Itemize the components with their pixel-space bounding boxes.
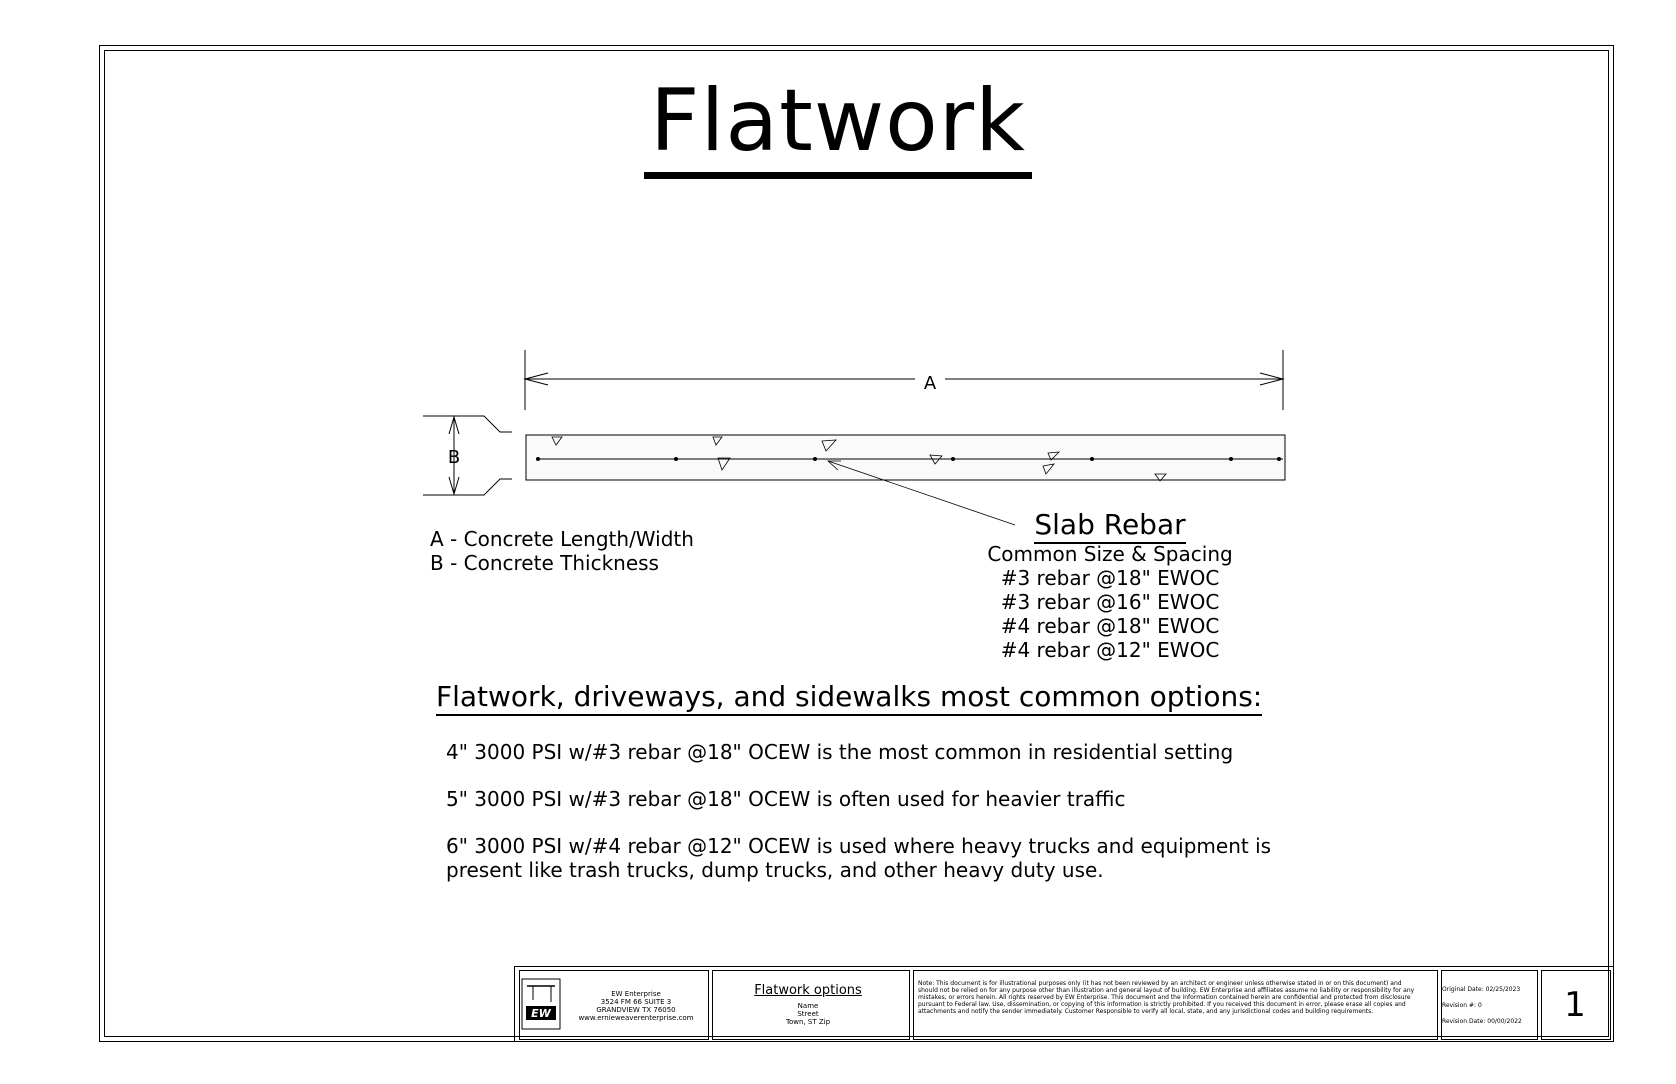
date-info	[1442, 986, 1522, 1034]
dimension-a-label: A	[923, 373, 937, 394]
dimension-a	[525, 350, 1283, 410]
dimension-legend	[430, 527, 694, 575]
original-date: Original Date: 02/25/2023	[1442, 986, 1521, 993]
client-name: Name	[797, 1002, 819, 1010]
company-website: www.ernieweaverenterprise.com	[578, 1014, 694, 1022]
rebar-spec-line: #3 rebar @18" EWOC	[1000, 566, 1220, 590]
options-heading: Flatwork, driveways, and sidewalks most common options:	[436, 680, 1262, 714]
company-info	[566, 990, 706, 1022]
rebar-spec-line: #4 rebar @18" EWOC	[1000, 614, 1220, 638]
client-street: Street	[797, 1010, 819, 1018]
dimension-b	[423, 416, 512, 495]
rebar-spec-line: Common Size & Spacing	[987, 542, 1233, 566]
concrete-slab	[526, 435, 1285, 480]
rebar-spec-line: #4 rebar @12" EWOC	[1000, 638, 1220, 662]
dimension-b-label: B	[447, 447, 461, 468]
sheet-title: Flatwork options	[754, 983, 862, 998]
option-item: 6" 3000 PSI w/#4 rebar @12" OCEW is used where heavy trucks and equipment is present like trash trucks, dump trucks, and other heavy duty use.	[446, 834, 1272, 882]
legend-a: A - Concrete Length/Width	[430, 527, 694, 551]
company-logo	[521, 978, 561, 1030]
sheet-number: 1	[1564, 985, 1586, 1025]
revision-date: Revision Date: 00/00/2022	[1442, 1018, 1522, 1025]
company-name: EW Enterprise	[611, 990, 661, 998]
disclaimer-note: Note: This document is for illustrational purposes only (it has not been reviewed by an architect or engineer unless otherwise stated in or on this document) and should not be relied on for any purpose other than illustration and general layout of building. EW Enterprise and affiliates assume no liability or responsibility for any mistakes, or errors herein. All rights reserved by EW Enterprise. This document and the information contained herein are confidential and protected from disclosure pursuant to Federal law. Use, dissemination, or copying of this information is strictly prohibited. If you received this document in error, please erase all copies and attachments and notify the sender immediately. Customer Responsible to verify all local, state, and any jurisdictional codes and building requirements.	[918, 980, 1415, 1015]
logo-text: EW	[531, 1007, 551, 1020]
option-item: 4" 3000 PSI w/#3 rebar @18" OCEW is the most common in residential setting	[446, 740, 1234, 764]
option-item: 5" 3000 PSI w/#3 rebar @18" OCEW is often used for heavier traffic	[446, 787, 1126, 811]
client-town: Town, ST Zip	[785, 1018, 831, 1026]
slab-rebar-note	[930, 508, 1290, 662]
sheet-title-block	[710, 983, 906, 1026]
slab-rebar-title: Slab Rebar	[930, 508, 1290, 542]
options-list	[446, 740, 1276, 905]
company-address-1: 3524 FM 66 SUITE 3	[600, 998, 672, 1006]
rebar-spec-line: #3 rebar @16" EWOC	[1000, 590, 1220, 614]
revision-number: Revision #: 0	[1442, 1002, 1482, 1009]
legend-b: B - Concrete Thickness	[430, 551, 659, 575]
company-address-2: GRANDVIEW TX 76050	[596, 1006, 676, 1014]
page-title: Flatwork	[0, 78, 1676, 179]
